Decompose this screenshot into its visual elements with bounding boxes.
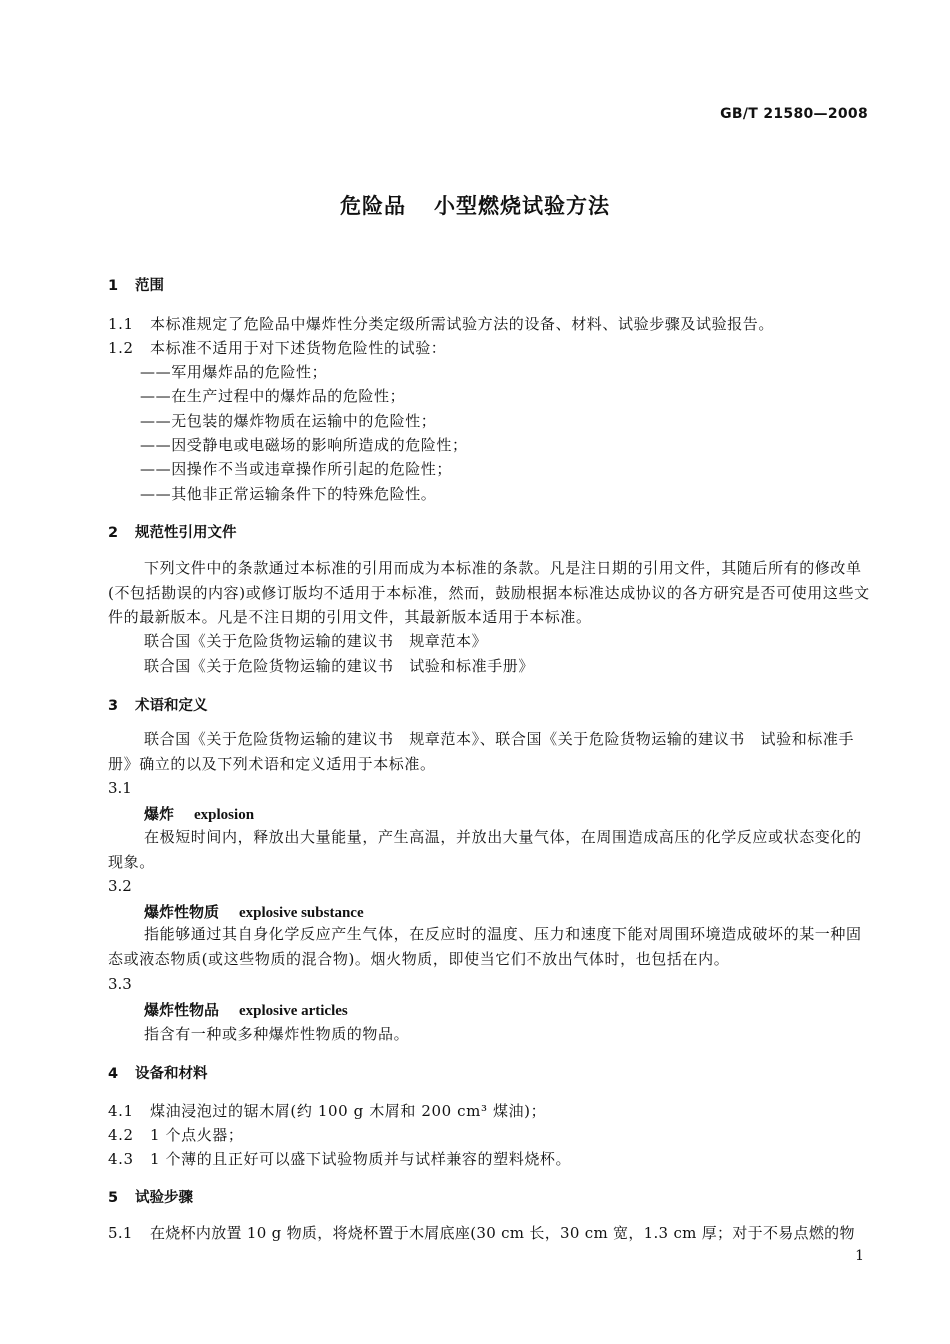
- list-item: ——因受静电或电磁场的影响所造成的危险性；: [140, 436, 468, 454]
- term-title: 爆炸性物质 explosive substance: [144, 903, 364, 921]
- term-number: 3.3: [108, 975, 132, 993]
- reference-1: 联合国《关于危险货物运输的建议书 规章范本》: [144, 632, 488, 650]
- term-title: 爆炸 explosion: [144, 805, 255, 823]
- section-3-paragraph: 联合国《关于危险货物运输的建议书 规章范本》、联合国《关于危险货物运输的建议书 试验和标准手册》确立的以及下列术语和定义适用于本标准。: [108, 730, 855, 773]
- clause-4-2: 4.2 1 个点火器；: [108, 1126, 244, 1144]
- term-definition: 指能够通过其自身化学反应产生气体，在反应时的温度、压力和速度下能对周围环境造成破坏的某一种固态或液态物质(或这些物质的混合物)。烟火物质，即使当它们不放出气体时，也包括在内。: [108, 925, 862, 968]
- section-3-heading: 3 术语和定义: [108, 698, 208, 714]
- list-item: ——在生产过程中的爆炸品的危险性；: [140, 387, 406, 405]
- title-part-1: 危险品: [340, 194, 406, 218]
- term-number: 3.1: [108, 779, 132, 797]
- section-1-heading: 1 范围: [108, 278, 164, 294]
- term-definition: 在极短时间内，释放出大量能量，产生高温，并放出大量气体，在周围造成高压的化学反应或状态变化的现象。: [108, 828, 862, 871]
- document-title: [0, 190, 950, 220]
- section-2-paragraph: 下列文件中的条款通过本标准的引用而成为本标准的条款。凡是注日期的引用文件，其随后所有的修改单(不包括勘误的内容)或修订版均不适用于本标准，然而，鼓励根据本标准达成协议的各方研究是否可使用这些文件的最新版本。凡是不注日期的引用文件，其最新版本适用于本标准。: [108, 559, 870, 626]
- clause-4-1: 4.1 煤油浸泡过的锯木屑(约 100 g 木屑和 200 cm³ 煤油)；: [108, 1102, 547, 1120]
- clause-4-3: 4.3 1 个薄的且正好可以盛下试验物质并与试样兼容的塑料烧杯。: [108, 1150, 572, 1168]
- standard-number: GB/T 21580—2008: [720, 106, 868, 122]
- list-item: ——军用爆炸品的危险性；: [140, 363, 328, 381]
- list-item: ——无包装的爆炸物质在运输中的危险性；: [140, 412, 437, 430]
- page-number: 1: [855, 1248, 864, 1264]
- section-2-heading: 2 规范性引用文件: [108, 525, 237, 541]
- section-5-heading: 5 试验步骤: [108, 1190, 193, 1206]
- list-item: ——其他非正常运输条件下的特殊危险性。: [140, 485, 437, 503]
- clause-1-2: 1.2 本标准不适用于对下述货物危险性的试验：: [108, 339, 447, 357]
- reference-2: 联合国《关于危险货物运输的建议书 试验和标准手册》: [144, 657, 535, 675]
- clause-1-1: 1.1 本标准规定了危险品中爆炸性分类定级所需试验方法的设备、材料、试验步骤及试验报告。: [108, 315, 775, 333]
- term-title: 爆炸性物品 explosive articles: [144, 1001, 348, 1019]
- title-part-2: 小型燃烧试验方法: [434, 194, 610, 218]
- clause-5-1: 5.1 在烧杯内放置 10 g 物质，将烧杯置于木屑底座(30 cm 长，30 cm 宽，1.3 cm 厚；对于不易点燃的物: [108, 1224, 855, 1242]
- term-definition: 指含有一种或多种爆炸性物质的物品。: [144, 1025, 410, 1043]
- section-4-heading: 4 设备和材料: [108, 1066, 208, 1082]
- list-item: ——因操作不当或违章操作所引起的危险性；: [140, 460, 453, 478]
- term-number: 3.2: [108, 877, 132, 895]
